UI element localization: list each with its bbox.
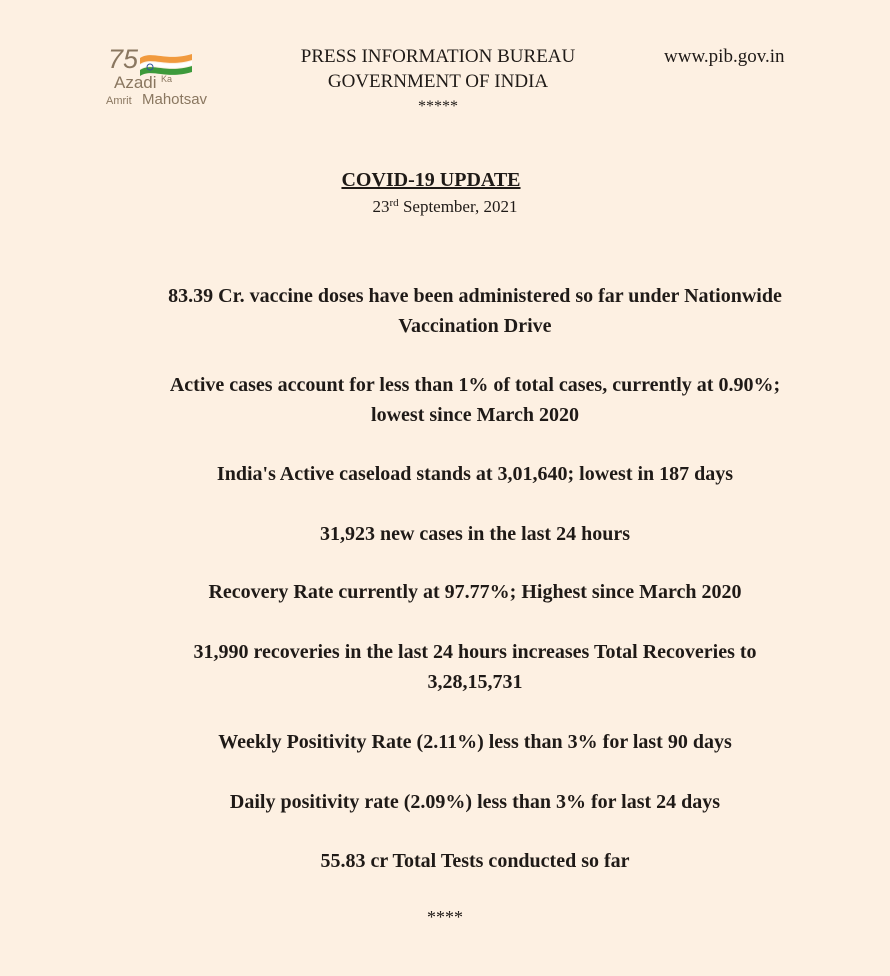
item-line: India's Active caseload stands at 3,01,640; lowest in 187 days [216, 463, 734, 485]
update-item-active-cases [60, 370, 890, 430]
item-line: 31,923 new cases in the last 24 hours [319, 523, 630, 545]
date-rest: September, 2021 [398, 197, 518, 216]
update-item-weekly-positivity [60, 727, 890, 757]
page-title: COVID-19 UPDATE [341, 169, 521, 191]
item-line: 3,28,15,731 [427, 671, 523, 693]
org-name: PRESS INFORMATION BUREAU [300, 46, 576, 67]
update-item-new-cases [60, 519, 890, 549]
item-line: Recovery Rate currently at 97.77%; Highest since March 2020 [208, 581, 742, 603]
item-line: 83.39 Cr. vaccine doses have been administered so far under Nationwide [168, 285, 782, 307]
update-item-vaccination [60, 281, 890, 341]
date-suffix: rd [389, 197, 399, 209]
org-stars: ***** [418, 98, 458, 115]
logo-azadi: Azadi [114, 73, 157, 92]
footer-stars: **** [427, 907, 463, 927]
release-date [0, 196, 890, 218]
logo-amrit: Amrit [106, 95, 132, 107]
item-line: Active cases account for less than 1% of total cases, currently at 0.90%; [169, 374, 781, 396]
logo-number: 75 [108, 44, 139, 74]
update-item-recoveries [60, 637, 890, 697]
website-link[interactable]: www.pib.gov.in [664, 46, 785, 67]
logo-graphic [106, 44, 226, 112]
logo-mahotsav: Mahotsav [142, 91, 208, 108]
item-line: Weekly Positivity Rate (2.11%) less than 3% for last 90 days [218, 731, 732, 753]
update-item-caseload [60, 459, 890, 489]
org-government: GOVERNMENT OF INDIA [327, 71, 549, 92]
item-line: lowest since March 2020 [371, 404, 579, 426]
logo-ka: Ka [161, 74, 173, 84]
date-day: 23 [372, 197, 390, 216]
item-line: 31,990 recoveries in the last 24 hours increases Total Recoveries to [193, 641, 757, 663]
update-item-total-tests [60, 846, 890, 876]
azadi-ka-amrit-mahotsav-logo [106, 44, 226, 112]
item-line: Vaccination Drive [398, 315, 552, 337]
item-line: Daily positivity rate (2.09%) less than 3% for last 24 days [229, 791, 721, 813]
update-item-recovery-rate [60, 577, 890, 607]
update-item-daily-positivity [60, 787, 890, 817]
item-line: 55.83 cr Total Tests conducted so far [320, 850, 630, 872]
